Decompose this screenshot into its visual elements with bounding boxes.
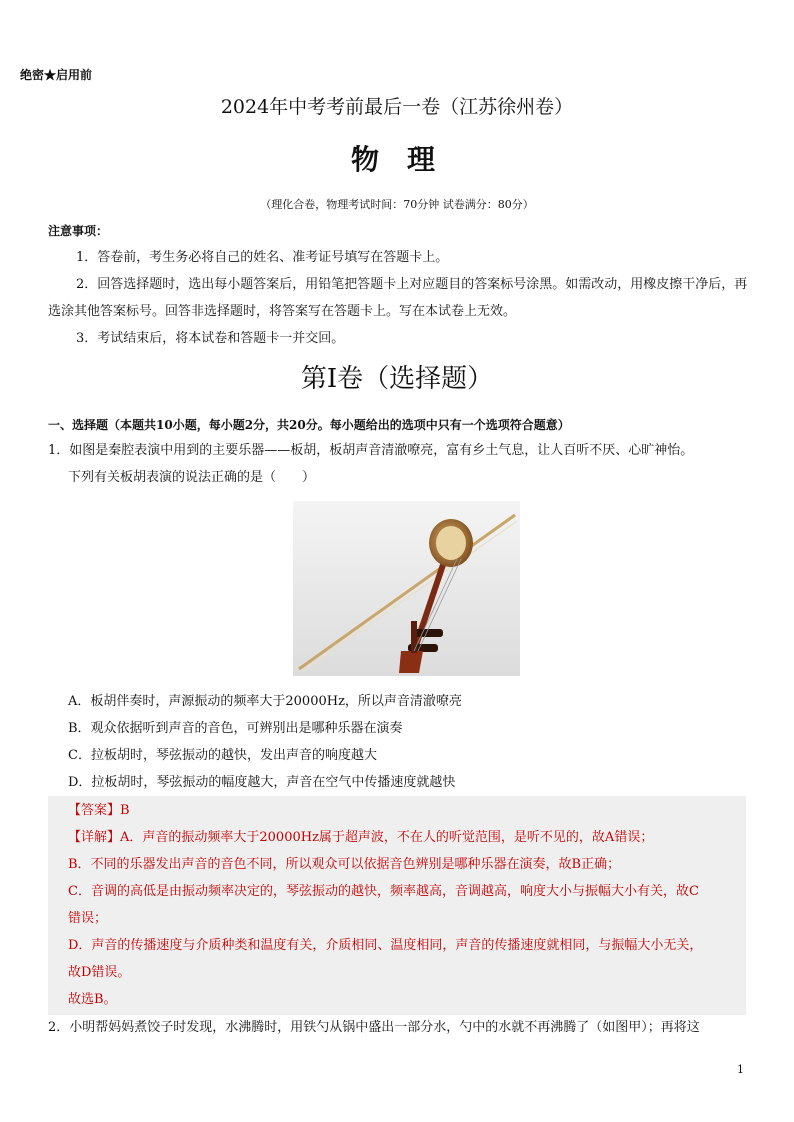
notice-item-2: 2．回答选择题时，选出每小题答案后，用铅笔把答题卡上对应题目的答案标号涂黑。如需改动，用橡皮擦干净后，再选涂其他答案标号。回答非选择题时，将答案写在答题卡上。写在本试卷上无效。 [48, 277, 748, 319]
option-b: B．观众依据听到声音的音色，可辨别出是哪种乐器在演奏 [68, 721, 403, 736]
exam-title: 2024年中考考前最后一卷（江苏徐州卷） [220, 96, 574, 118]
notice-item-1: 1．答卷前，考生务必将自己的姓名、准考证号填写在答题卡上。 [76, 250, 449, 265]
exam-info: （理化合卷，物理考试时间：70分钟 试卷满分：80分） [260, 198, 534, 211]
section-heading: 一、选择题（本题共10小题，每小题2分，共20分。每小题给出的选项中只有一个选项符合题意） [48, 418, 570, 432]
question-1-stem-line1: 1．如图是秦腔表演中用到的主要乐器——板胡，板胡声音清澈嘹亮，富有乡土气息，让人百听不厌、心旷神怡。 [48, 443, 694, 458]
option-a: A．板胡伴奏时，声源振动的频率大于20000Hz，所以声音清澈嘹亮 [68, 694, 462, 709]
banhu-instrument-image [293, 501, 520, 676]
notice-item-3: 3．考试结束后，将本试卷和答题卡一并交回。 [76, 331, 345, 346]
confidential-mark: 绝密★启用前 [20, 68, 93, 82]
explain-line-d2: 故D错误。 [68, 965, 131, 980]
question-2-stem-line1: 2．小明帮妈妈煮饺子时发现，水沸腾时，用铁勺从锅中盛出一部分水，勺中的水就不再沸腾了（如图甲）；再将这 [48, 1020, 700, 1035]
explain-conclusion: 故选B。 [68, 992, 117, 1007]
explain-line-c2: 错误； [68, 911, 108, 926]
question-1-stem-line2: 下列有关板胡表演的说法正确的是（ ） [68, 470, 316, 485]
explain-line-a: 【详解】A．声音的振动频率大于20000Hz属于超声波，不在人的听觉范围，是听不见的，故A错误； [68, 830, 654, 845]
notice-title: 注意事项： [48, 224, 109, 238]
part-title: 第Ⅰ卷（选择题） [300, 364, 494, 394]
subject-title: 物理 [350, 143, 463, 176]
option-d: D．拉板胡时，琴弦振动的幅度越大，声音在空气中传播速度就越快 [68, 775, 456, 790]
explain-line-b: B．不同的乐器发出声音的音色不同，所以观众可以依据音色辨别是哪种乐器在演奏，故B正确； [68, 857, 621, 872]
page-number: 1 [737, 1063, 744, 1076]
explain-line-d1: D．声音的传播速度与介质种类和温度有关，介质相同、温度相同，声音的传播速度就相同，与振幅大小无关， [68, 938, 703, 953]
explain-line-c1: C．音调的高低是由振动频率决定的，琴弦振动的越快，频率越高，音调越高，响度大小与振幅大小有关，故C [68, 884, 699, 899]
answer-label: 【答案】B [68, 803, 130, 818]
option-c: C．拉板胡时，琴弦振动的越快，发出声音的响度越大 [68, 748, 377, 763]
